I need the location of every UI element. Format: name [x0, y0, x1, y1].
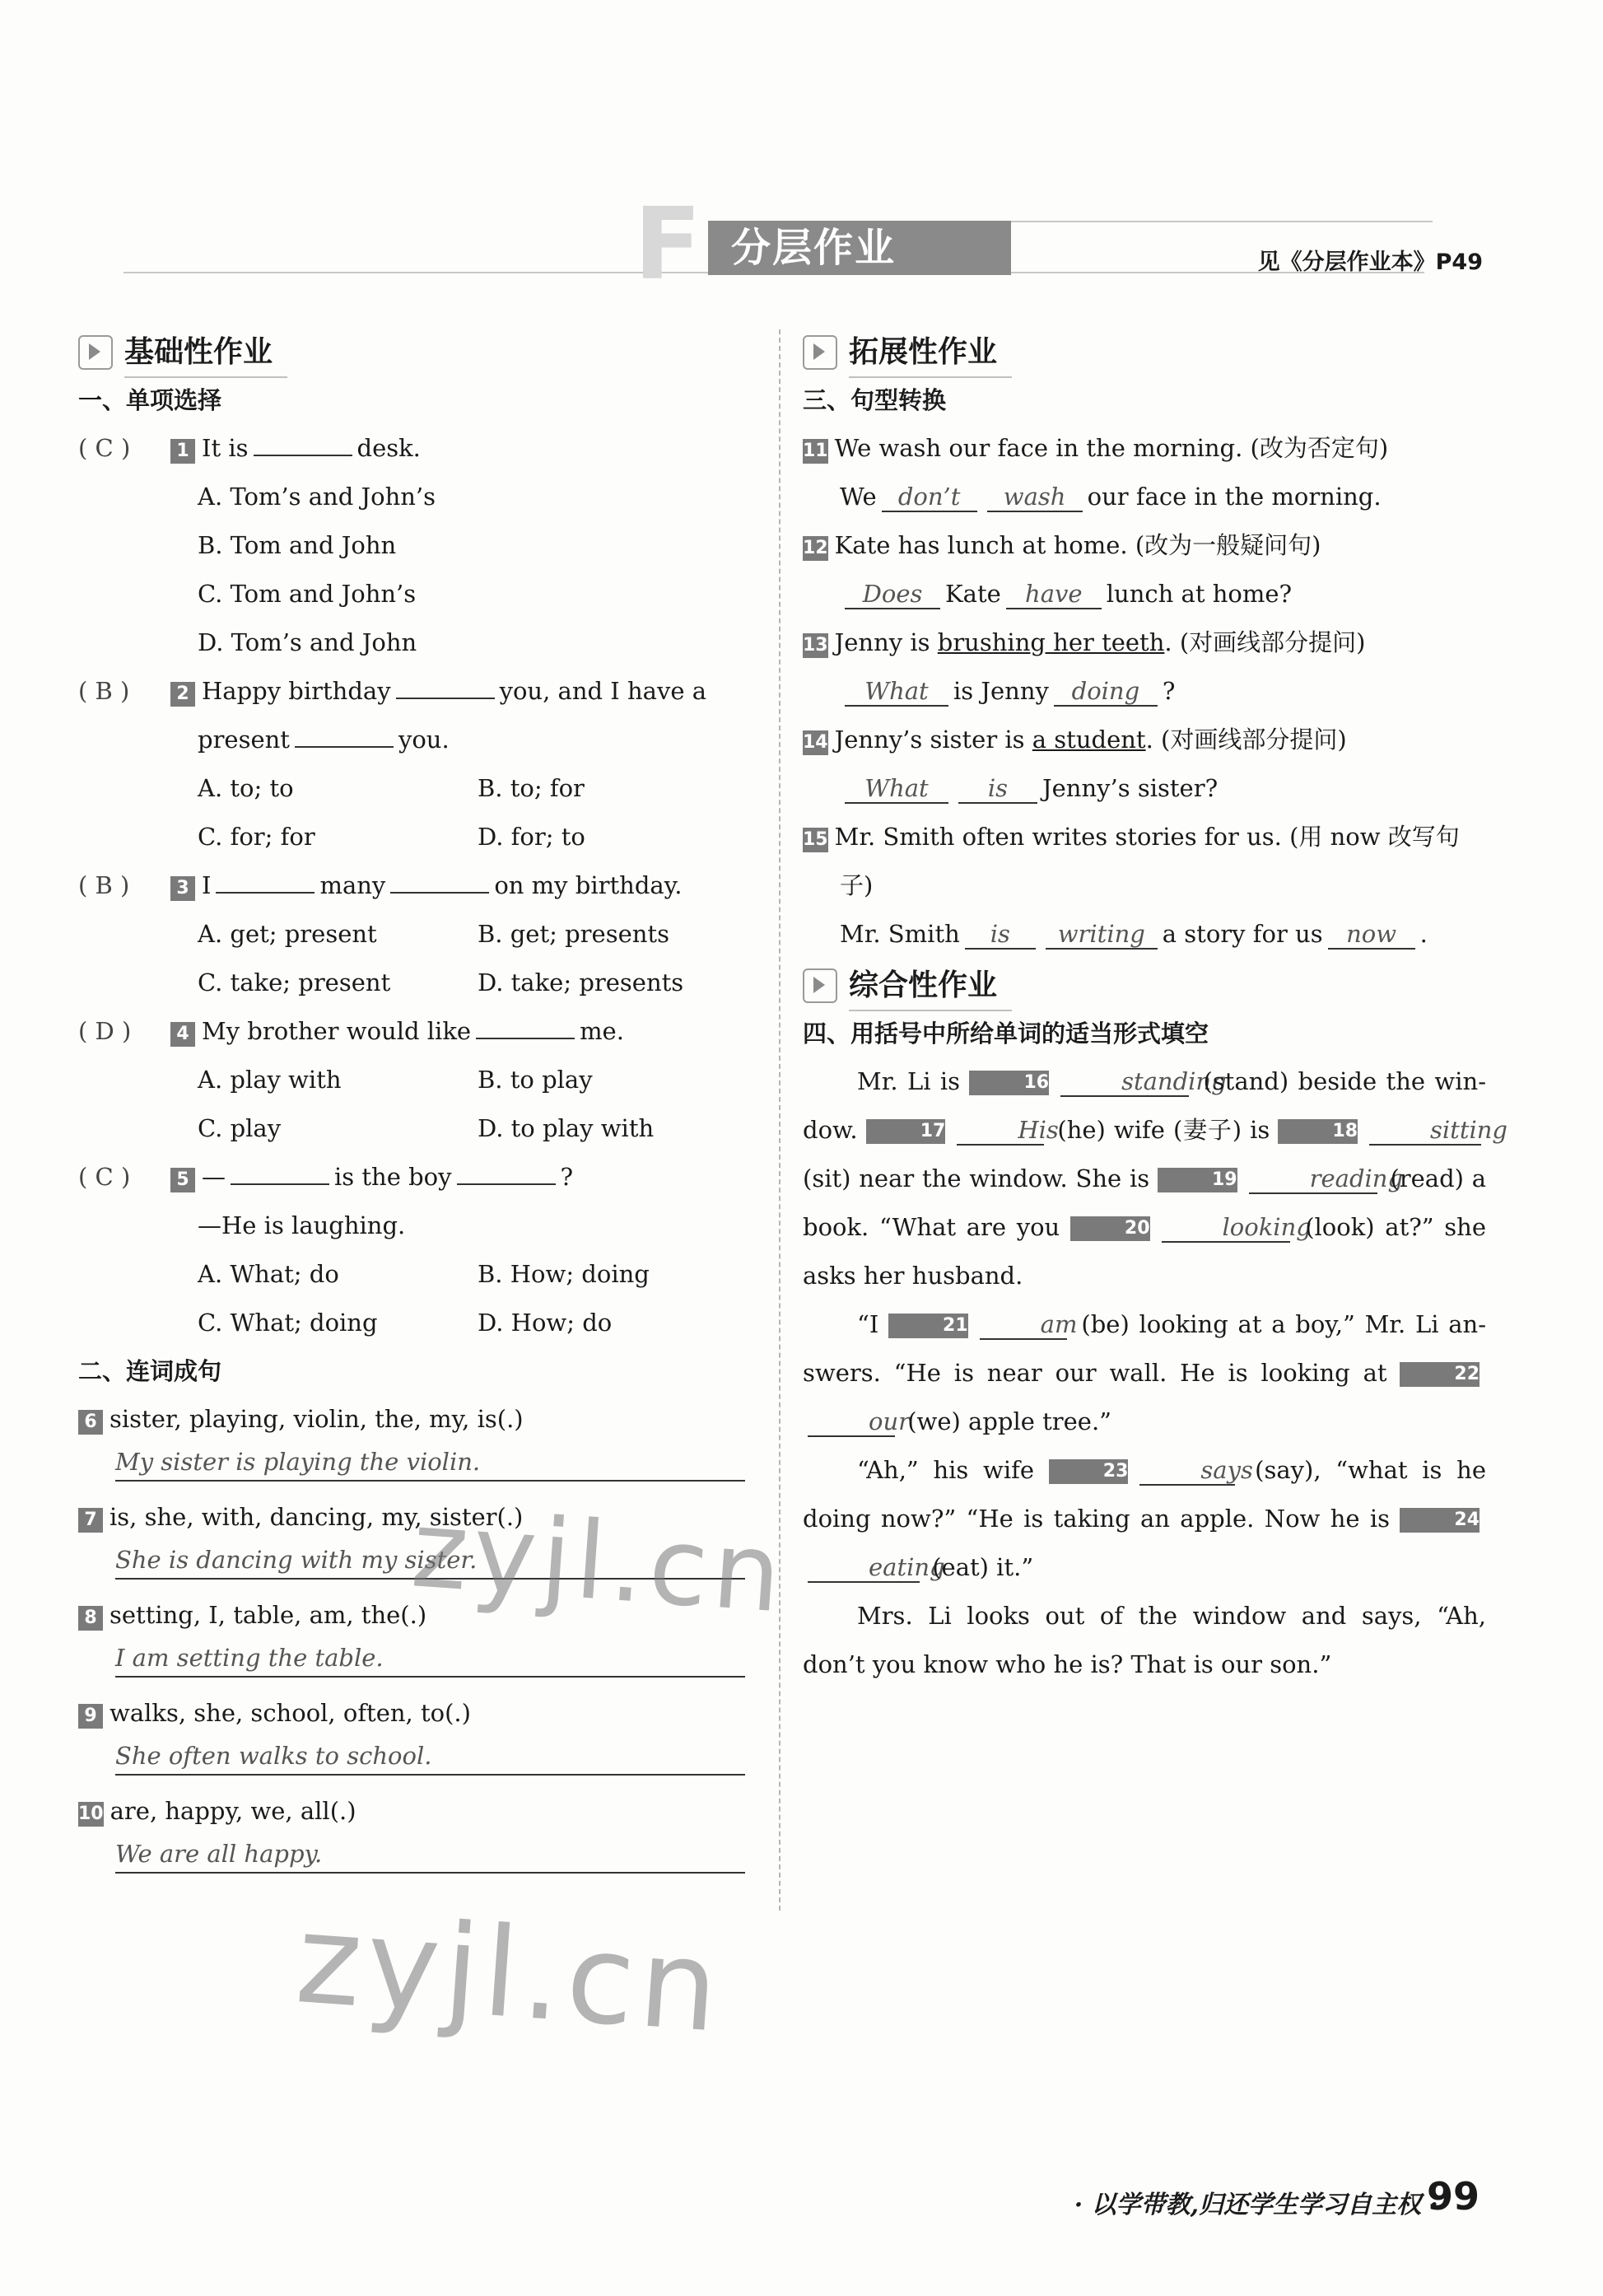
footer-slogan: · 以学带教,归还学生学习自主权 · — [1074, 2191, 1438, 2219]
option: C. Tom and John’s — [198, 580, 417, 608]
answer-line[interactable]: We are all happy. — [115, 1836, 745, 1874]
answer-line[interactable]: My sister is playing the violin. — [115, 1444, 745, 1482]
question-3: ( B ) 3 I many on my birthday. — [78, 861, 757, 910]
question-4: ( D ) 4 My brother would like me. — [78, 1007, 757, 1056]
watermark: zyjl.cn — [408, 1486, 790, 1637]
options-row: C. What; doing D. How; do — [198, 1309, 613, 1337]
answer-13: What is Jenny doing ? — [803, 667, 1486, 716]
answer-line[interactable]: She often walks to school. — [115, 1738, 745, 1776]
play-arrow-icon — [803, 335, 837, 370]
question-2-line2: present you. — [78, 716, 757, 764]
part-title-3: 三、句型转换 — [803, 386, 947, 414]
options-row: C. take; present D. take; presents — [198, 968, 684, 996]
passage-paragraph-2: “I 21 am (be) looking at a boy,” Mr. Li an-swers. “He is near our wall. He is looking at 22our (we) apple tree.” — [803, 1310, 1486, 1435]
question-5-line2: —He is laughing. — [198, 1211, 406, 1239]
answer-11: We don’t wash our face in the morning. — [840, 483, 1382, 511]
left-column — [78, 325, 757, 1885]
options-row: A. What; do B. How; doing — [198, 1260, 650, 1288]
header-title: 分层作业 — [708, 221, 1011, 275]
question-13: 13 Jenny is brushing her teeth . (对画线部分提问) — [803, 628, 1366, 656]
passage-paragraph-3: “Ah,” his wife 23 says (say), “what is he doing now?” “He is taking an apple. Now he is 24eating (eat) it.” — [803, 1456, 1487, 1581]
answer-blank[interactable] — [254, 430, 352, 456]
right-column — [803, 325, 1507, 1689]
part-title-2: 二、连词成句 — [78, 1357, 222, 1385]
section-heading-comprehensive: 综合性作业 — [803, 962, 1486, 1010]
answer-blank[interactable] — [457, 1159, 556, 1185]
answer-15: Mr. Smith is writing a story for us now . — [840, 920, 1428, 948]
answer-blank[interactable] — [390, 867, 489, 894]
answer-12: Does Kate have lunch at home? — [803, 570, 1486, 618]
options-row: A. play with B. to play — [198, 1066, 593, 1094]
question-14: 14 Jenny’s sister is a student . (对画线部分提问) — [803, 726, 1347, 754]
part-title-1: 一、单项选择 — [78, 386, 222, 414]
options-row: A. get; present B. get; presents — [198, 920, 669, 948]
section-heading-basic: 基础性作业 — [78, 329, 757, 376]
question-11: 11 We wash our face in the morning. (改为否定句) — [803, 434, 1389, 462]
question-15: 15 Mr. Smith often writes stories for us. (用 now 改写句 — [803, 823, 1460, 851]
question-2: ( B ) 2 Happy birthday you, and I have a — [78, 667, 757, 716]
question-12: 12 Kate has lunch at home. (改为一般疑问句) — [803, 531, 1321, 559]
question-1: ( C ) 1 It is desk. — [78, 424, 757, 473]
option: B. Tom and John — [198, 531, 397, 559]
answer-14: What is Jenny’s sister? — [803, 764, 1486, 813]
passage-paragraph-4: Mrs. Li looks out of the window and says, “Ah, don’t you know who he is? That is our son.” — [803, 1602, 1486, 1678]
watermark: zyjl.cn — [291, 1888, 728, 2060]
header-rule-top — [988, 221, 1433, 222]
options-row: C. for; for D. for; to — [198, 823, 585, 851]
option: D. Tom’s and John — [198, 628, 417, 656]
answer-blank[interactable] — [396, 673, 495, 699]
sentence-10: 10 are, happy, we, all(.) — [78, 1797, 356, 1825]
answer-line[interactable]: She is dancing with my sister. — [115, 1542, 745, 1580]
play-arrow-icon — [78, 335, 113, 370]
options-row: A. to; to B. to; for — [198, 774, 585, 802]
options-row: C. play D. to play with — [198, 1114, 655, 1142]
passage — [803, 1057, 1507, 1689]
sentence-7: 7 is, she, with, dancing, my, sister(.) — [78, 1493, 757, 1542]
sentence-8: 8 setting, I, table, am, the(.) — [78, 1591, 757, 1640]
sentence-9: 9 walks, she, school, often, to(.) — [78, 1689, 757, 1738]
header-reference: 见《分层作业本》P49 — [1257, 250, 1483, 275]
play-arrow-icon — [803, 968, 837, 1003]
option: A. Tom’s and John’s — [198, 483, 436, 511]
sentence-6: 6 sister, playing, violin, the, my, is(.) — [78, 1395, 757, 1444]
header-letter: F — [634, 188, 701, 302]
column-divider — [779, 329, 781, 1911]
page-number: 99 — [1426, 2174, 1480, 2219]
section-heading-extended: 拓展性作业 — [803, 329, 1486, 376]
question-5: ( C ) 5 — is the boy ? — [78, 1153, 757, 1202]
passage-paragraph-1: Mr. Li is 16 standing (stand) beside the win-dow. 17 His (he) wife (妻子) is 18 sitting (sit) near the window. She is 19 reading (read) a book. “What are you 20 looking (look) at?” she asks her husband. — [803, 1067, 1507, 1290]
answer-line[interactable]: I am setting the table. — [115, 1640, 745, 1678]
answer-blank[interactable] — [216, 867, 315, 894]
answer-blank[interactable] — [231, 1159, 329, 1185]
question-15-line2: 子) — [840, 871, 874, 899]
part-title-4: 四、用括号中所给单词的适当形式填空 — [803, 1020, 1209, 1048]
answer-blank[interactable] — [476, 1013, 575, 1039]
answer-blank[interactable] — [295, 721, 394, 748]
